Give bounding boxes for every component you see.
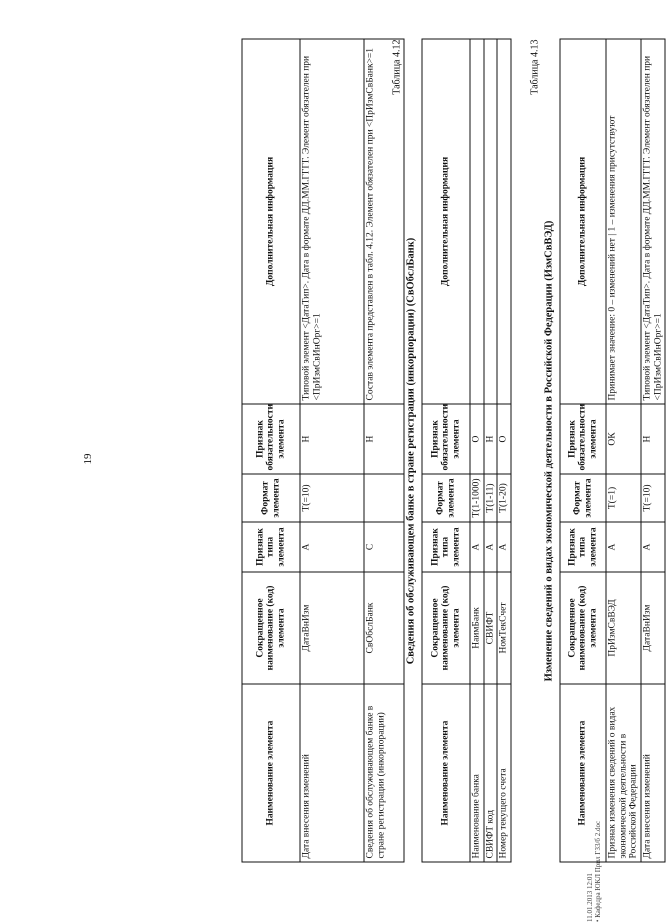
cell-code: ДатаВнИзм [300, 572, 364, 684]
cell-code: СВИФТ [484, 572, 498, 684]
cell-required: Н [300, 404, 364, 474]
header-required: Признак обязательности элемента [422, 404, 470, 474]
cell-info [470, 39, 484, 404]
cell-name: Признак изменения сведений о видах экономической деятельности в Российской Федерации [606, 684, 641, 862]
table-row [606, 39, 641, 862]
header-info: Дополнительная информация [560, 39, 606, 404]
cell-info: Состав элемента представлен в табл. 4.12. Элемент обязателен при <ПрИзмСвБанк>=1 [364, 39, 404, 404]
cell-required: О [497, 404, 511, 474]
cell-format [364, 474, 404, 522]
cell-required: Н [484, 404, 498, 474]
table-412-caption: Сведения об обслуживающем банке в стране регистрации (инкорпорации) (СвОбслБанк) [405, 237, 417, 665]
cell-name: Сведения об обслуживающем банке в стране регистрации (инкорпорации) [364, 684, 404, 862]
cell-info: Типовой элемент <ДатаТип>. Дата в формате ДД.ММ.ГГГГ. Элемент обязателен при <ПрИзмСвИнОрг>=1 [300, 39, 364, 404]
cell-required: ОК [606, 404, 641, 474]
page-number: 19 [82, 453, 94, 465]
cell-type: С [364, 522, 404, 572]
header-format: Формат элемента [422, 474, 470, 522]
cell-format: T(1-20) [497, 474, 511, 522]
footer-line-1: 11.01.2013 12:01 [586, 873, 594, 922]
table-row [300, 39, 364, 862]
cell-type: А [497, 522, 511, 572]
header-format: Формат элемента [560, 474, 606, 522]
cell-required: О [470, 404, 484, 474]
cell-format: T(1-11) [484, 474, 498, 522]
table-row [497, 39, 511, 862]
table-row [641, 39, 665, 862]
cell-name: Дата внесения изменений [641, 684, 665, 862]
table-row [484, 39, 498, 862]
footer-line-2: • Кафедра ЮКЛ Прил ГЗ3/б 2.doc [594, 820, 603, 922]
cell-code: НаимБанк [470, 572, 484, 684]
table-413 [560, 39, 666, 863]
header-info: Дополнительная информация [422, 39, 470, 404]
cell-type: А [606, 522, 641, 572]
table-413-caption: Изменение сведений о видах экономической деятельности в Российской Федерации (ИзмСвВЭД) [543, 220, 555, 682]
cell-format: T(1-1000) [470, 474, 484, 522]
cell-name: Наименование банка [470, 684, 484, 862]
cell-format: T(=1) [606, 474, 641, 522]
table-header-row [560, 39, 606, 862]
header-type: Признак типа элемента [422, 522, 470, 572]
cell-code: НомТекСчет [497, 572, 511, 684]
cell-info [497, 39, 511, 404]
cell-name: Дата внесения изменений [300, 684, 364, 862]
cell-required: Н [641, 404, 665, 474]
cell-type: А [300, 522, 364, 572]
table-row [470, 39, 484, 862]
table-413-label: Таблица 4.13 [529, 39, 541, 95]
table-412-label: Таблица 4.12 [391, 39, 403, 95]
header-format: Формат элемента [242, 474, 300, 522]
table-top-continuation [242, 39, 405, 863]
rotated-page-content [200, 23, 663, 883]
header-info: Дополнительная информация [242, 39, 300, 404]
table-header-row [242, 39, 300, 862]
header-required: Признак обязательности элемента [242, 404, 300, 474]
header-type: Признак типа элемента [560, 522, 606, 572]
cell-type: А [484, 522, 498, 572]
header-code: Сокращенное наименование (код) элемента [560, 572, 606, 684]
header-name: Наименование элемента [242, 684, 300, 862]
table-row [364, 39, 404, 862]
cell-type: А [470, 522, 484, 572]
cell-code: ПрИзмСвВЭД [606, 572, 641, 684]
cell-code: СвОбслБанк [364, 572, 404, 684]
table-header-row [422, 39, 470, 862]
cell-type: А [641, 522, 665, 572]
cell-code: ДатаВнИзм [641, 572, 665, 684]
cell-info [484, 39, 498, 404]
table-412 [422, 39, 512, 863]
cell-format: T(=10) [641, 474, 665, 522]
cell-format: T(=10) [300, 474, 364, 522]
cell-name: Номер текущего счета [497, 684, 511, 862]
header-code: Сокращенное наименование (код) элемента [242, 572, 300, 684]
header-code: Сокращенное наименование (код) элемента [422, 572, 470, 684]
footer-rotated [586, 742, 606, 922]
header-required: Признак обязательности элемента [560, 404, 606, 474]
header-name: Наименование элемента [560, 684, 606, 862]
cell-required: Н [364, 404, 404, 474]
cell-info: Принимает значение: 0 – изменений нет | 1 – изменения присутствуют [606, 39, 641, 404]
cell-info: Типовой элемент <ДатаТип>. Дата в формате ДД.ММ.ГГГГ. Элемент обязателен при <ПрИзмСвИнОрг>=1 [641, 39, 665, 404]
header-name: Наименование элемента [422, 684, 470, 862]
header-type: Признак типа элемента [242, 522, 300, 572]
cell-name: СВИФТ код [484, 684, 498, 862]
